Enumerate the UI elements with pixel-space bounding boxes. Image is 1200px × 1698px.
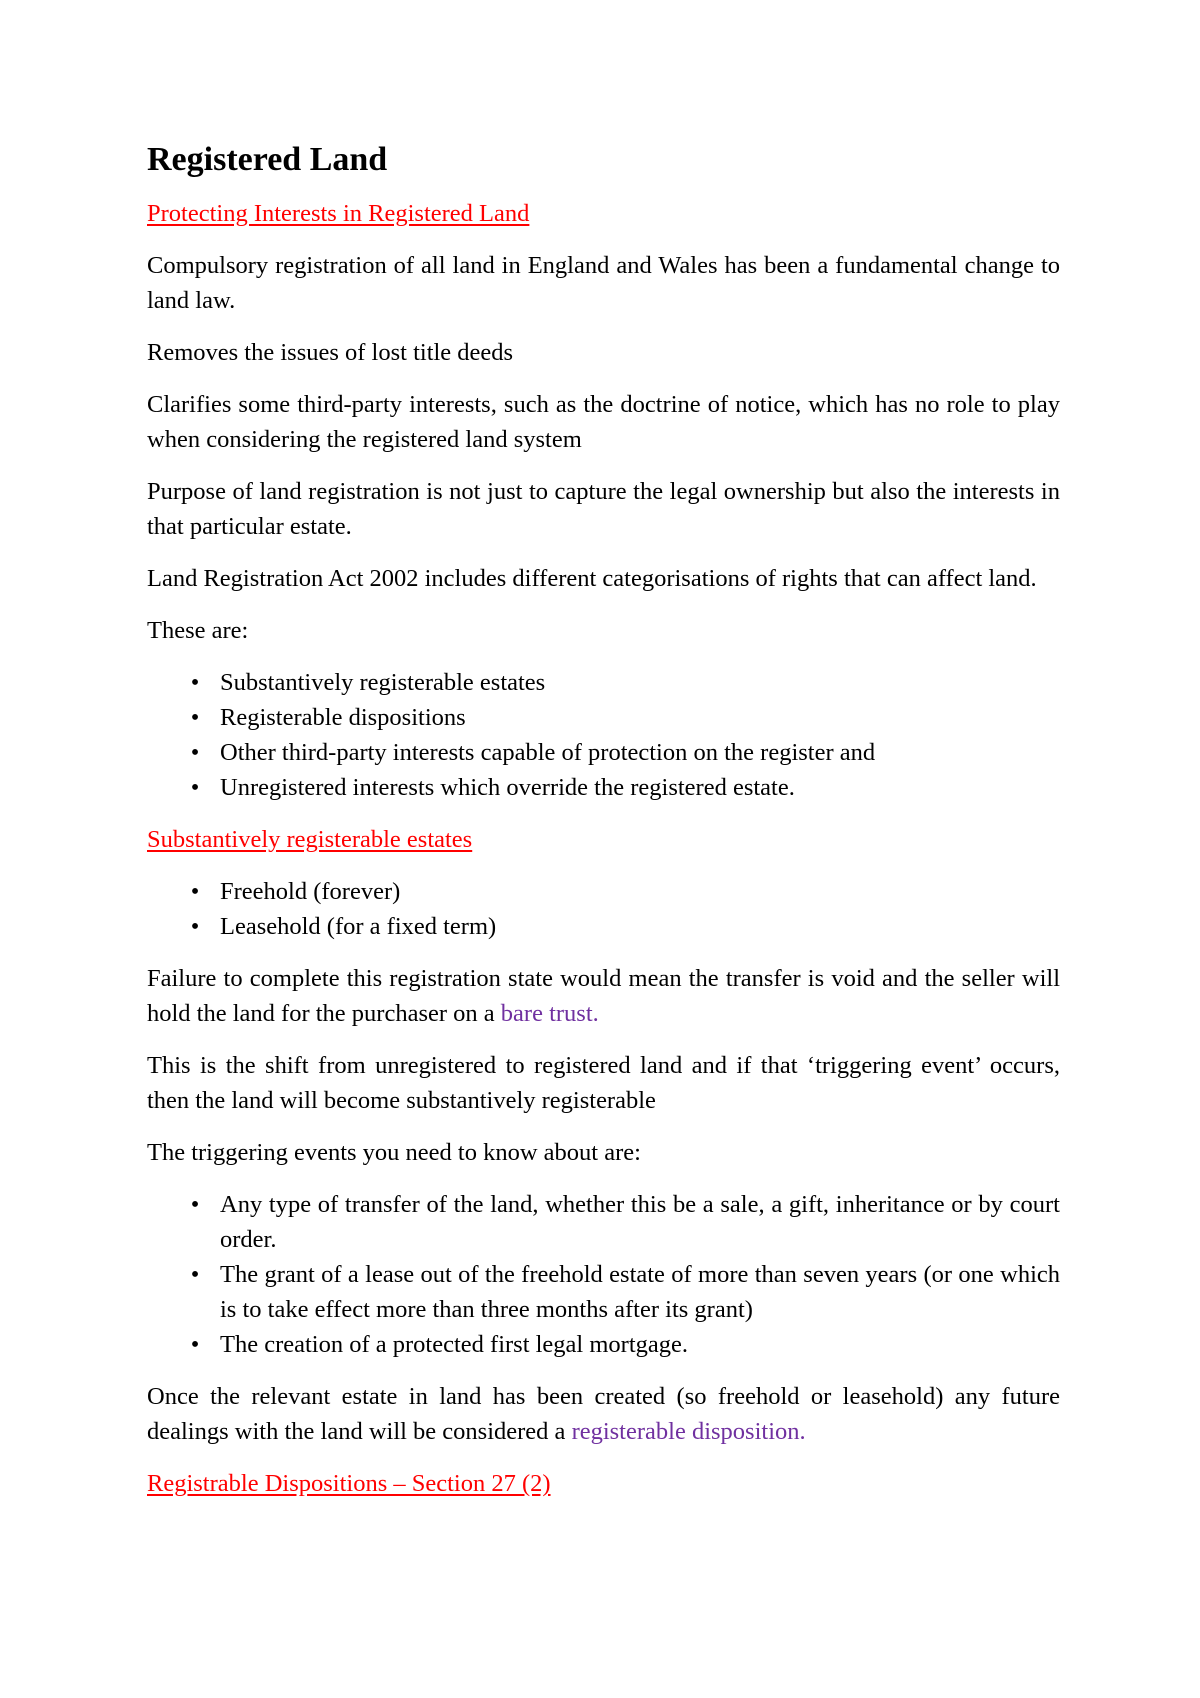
list-item [147,1187,1060,1257]
page-title: Registered Land [147,141,388,178]
paragraph: This is the shift from unregistered to registered land and if that ‘triggering event’ occurs, then the land will become substantively registerable [147,1052,1060,1114]
bullet-icon: • [190,739,200,766]
paragraph: Compulsory registration of all land in England and Wales has been a fundamental change to land law. [147,252,1060,314]
paragraph [147,1379,1060,1449]
bullet-icon: • [190,1191,200,1218]
list-item-text: The creation of a protected first legal mortgage. [220,1331,689,1358]
bullet-icon: • [190,774,200,801]
bullet-icon: • [190,669,200,696]
list-item-text: Unregistered interests which override the registered estate. [220,774,795,801]
list-item [147,1257,1060,1327]
list-item [147,735,1060,770]
document-page [147,140,1060,1518]
list-item [147,770,1060,805]
paragraph-text: Once the relevant estate in land has been created (so freehold or leasehold) any future dealings with the land will be considered a [147,1383,1060,1445]
bullet-icon: • [190,1261,200,1288]
paragraph: Land Registration Act 2002 includes different categorisations of rights that can affect land. [147,565,1037,592]
list-item-text: Substantively registerable estates [220,669,546,696]
list-item-text: Any type of transfer of the land, whether this be a sale, a gift, inheritance or by court order. [220,1191,1060,1253]
bullet-icon: • [190,704,200,731]
paragraph: Clarifies some third-party interests, such as the doctrine of notice, which has no role to play when considering the registered land system [147,391,1060,453]
paragraph: Purpose of land registration is not just to capture the legal ownership but also the interests in that particular estate. [147,478,1060,540]
triggering-events-list [147,1187,1060,1362]
registerable-disposition-term: registerable disposition. [571,1418,806,1445]
list-item [147,665,1060,700]
list-item [147,700,1060,735]
list-item-text: Registerable dispositions [220,704,466,731]
paragraph [147,961,1060,1031]
list-item-text: Leasehold (for a fixed term) [220,913,497,940]
list-item-text: The grant of a lease out of the freehold estate of more than seven years (or one which is to take effect more than three months after its grant) [220,1261,1060,1323]
categories-list [147,665,1060,805]
paragraph: The triggering events you need to know about are: [147,1139,641,1166]
list-item [147,874,1060,909]
bullet-icon: • [190,1331,200,1358]
bullet-icon: • [190,878,200,905]
bullet-icon: • [190,913,200,940]
paragraph: Removes the issues of lost title deeds [147,339,514,366]
section-heading-protecting: Protecting Interests in Registered Land [147,200,530,227]
paragraph-text: Failure to complete this registration state would mean the transfer is void and the seller will hold the land for the purchaser on a [147,965,1060,1027]
paragraph: These are: [147,617,249,644]
list-item [147,1327,1060,1362]
section-heading-substantive: Substantively registerable estates [147,826,473,853]
list-item-text: Freehold (forever) [220,878,401,905]
list-item [147,909,1060,944]
section-heading-dispositions: Registrable Dispositions – Section 27 (2) [147,1470,551,1497]
estates-list [147,874,1060,944]
bare-trust-term: bare trust. [500,1000,599,1027]
list-item-text: Other third-party interests capable of protection on the register and [220,739,876,766]
